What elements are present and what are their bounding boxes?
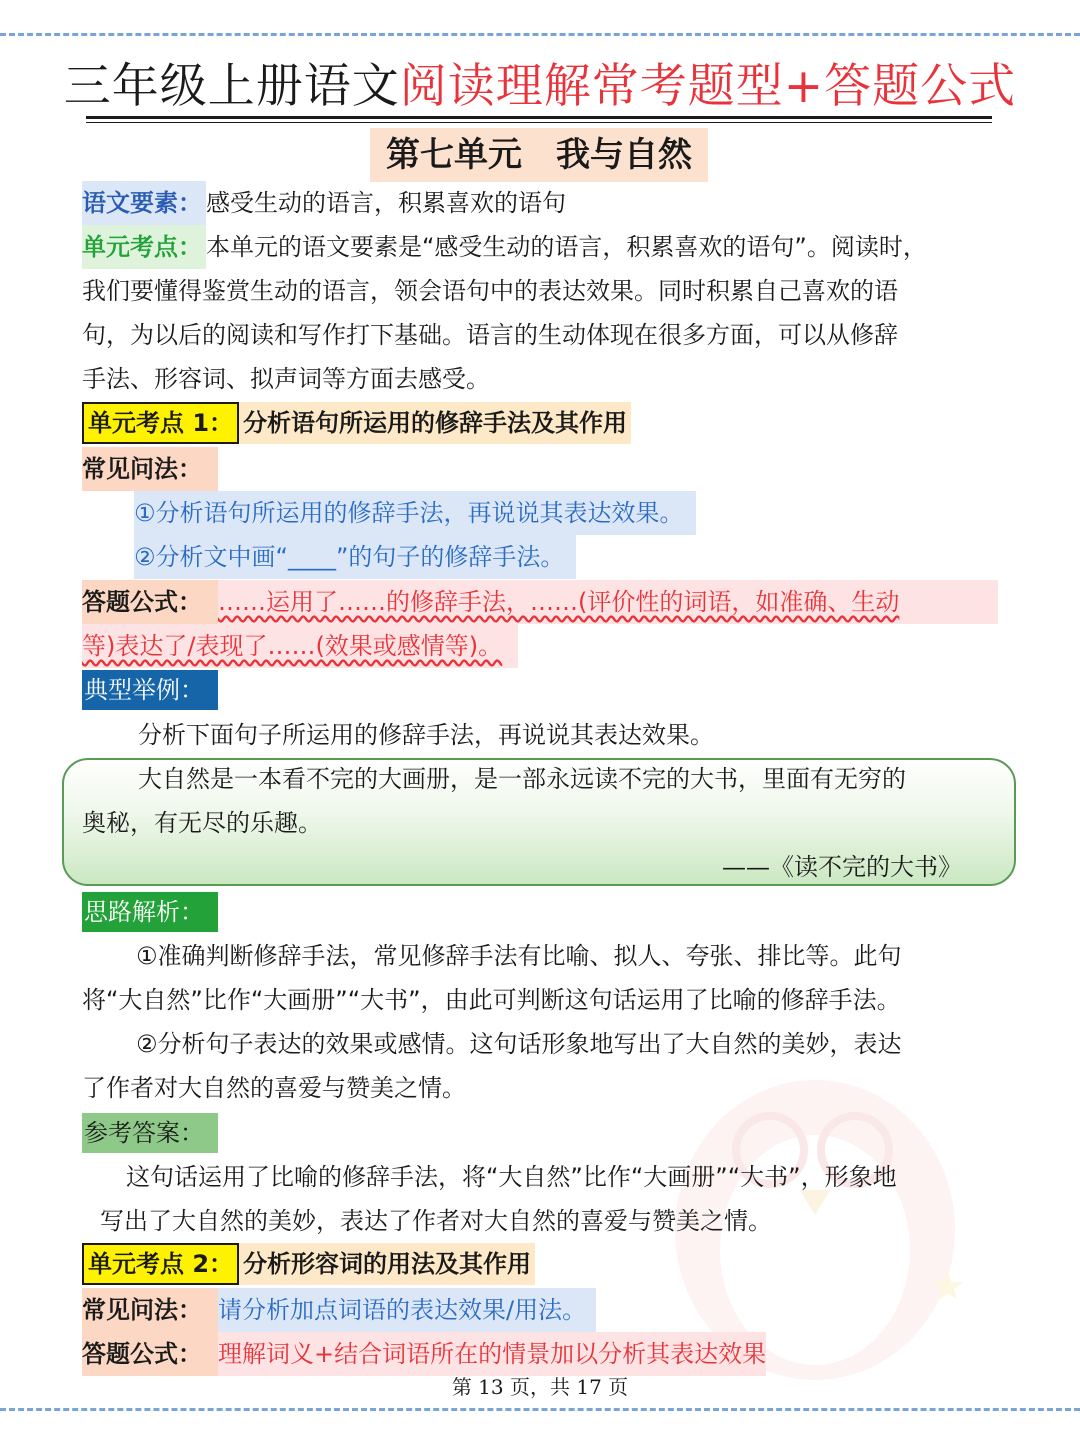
analysis-label: 思路解析： [82,892,218,932]
title-part-black: 三年级上册语文 [63,59,400,114]
unit-points-line-3: 句，为以后的阅读和写作打下基础。语言的生动体现在很多方面，可以从修辞 [82,321,898,349]
point2-ask-label: 常见问法： [82,1288,218,1332]
top-dashed-border [0,33,1080,36]
point2-header [82,1243,535,1285]
example-label: 典型举例： [82,670,218,710]
analysis-line-1: ①准确判断修辞手法，常见修辞手法有比喻、拟人、夸张、排比等。此句 [136,942,902,970]
quote-line-2: 奥秘，有无尽的乐趣。 [82,809,322,837]
example-prompt: 分析下面句子所运用的修辞手法，再说说其表达效果。 [138,721,714,749]
unit-title: 第七单元 我与自然 [370,128,708,182]
point1-ask-1-text: ①分析语句所运用的修辞手法，再说说其表达效果。 [134,491,696,535]
elements-row [82,181,566,225]
point1-formula-row-2 [82,624,518,668]
point2-ask-text: 请分析加点词语的表达效果/用法。 [218,1288,596,1332]
quote-source: ——《读不完的大书》 [722,853,962,881]
point1-title: 分析语句所运用的修辞手法及其作用 [239,402,631,444]
elements-text: 感受生动的语言，积累喜欢的语句 [206,189,566,217]
page-title [0,54,1080,120]
point1-ask-1 [134,491,696,535]
unit-points-line-4: 手法、形容词、拟声词等方面去感受。 [82,365,490,393]
point2-label: 单元考点 2： [82,1243,239,1285]
answer-line-1: 这句话运用了比喻的修辞手法，将“大自然”比作“大画册”“大书”，形象地 [126,1163,897,1191]
point1-ask-2 [134,535,576,579]
point1-formula-line-2: 等)表达了/表现了……(效果或感情等)。 [82,624,518,668]
answer-label: 参考答案： [82,1113,218,1153]
point2-title: 分析形容词的用法及其作用 [239,1243,535,1285]
analysis-line-2: 将“大自然”比作“大画册”“大书”，由此可判断这句话运用了比喻的修辞手法。 [82,986,901,1014]
point1-label: 单元考点 1： [82,402,239,444]
unit-points-line-1: 本单元的语文要素是“感受生动的语言，积累喜欢的语句”。阅读时， [206,233,927,261]
unit-points-row [82,225,927,269]
analysis-line-3: ②分析句子表达的效果或感情。这句话形象地写出了大自然的美妙，表达 [136,1030,902,1058]
title-underline-thick [86,116,992,119]
analysis-line-4: 了作者对大自然的喜爱与赞美之情。 [82,1074,466,1102]
unit-points-line-2: 我们要懂得鉴赏生动的语言，领会语句中的表达效果。同时积累自己喜欢的语 [82,277,898,305]
answer-line-2: 写出了大自然的美妙，表达了作者对大自然的喜爱与赞美之情。 [100,1207,772,1235]
point1-ask-2-text: ②分析文中画“____”的句子的修辞手法。 [134,535,576,579]
elements-label: 语文要素： [82,181,206,225]
point1-formula-line-1: ……运用了……的修辞手法，……(评价性的词语，如准确、生动 [218,580,998,624]
title-underline-thin [86,122,992,123]
unit-points-label: 单元考点： [82,225,206,269]
point2-formula-label: 答题公式： [82,1332,218,1376]
point1-ask-row [82,447,218,491]
svg-text:★: ★ [930,1264,966,1310]
point1-ask-label: 常见问法： [82,447,218,491]
bottom-dashed-border [0,1408,1080,1411]
point1-formula-label: 答题公式： [82,580,218,624]
quote-line-1: 大自然是一本看不完的大画册，是一部永远读不完的大书，里面有无穷的 [138,765,906,793]
point2-formula-text: 理解词义+结合词语所在的情景加以分析其表达效果 [218,1332,766,1376]
point2-formula-row [82,1332,766,1376]
page-number: 第 13 页，共 17 页 [451,1375,629,1399]
title-part-red: 阅读理解常考题型+答题公式 [399,59,1017,114]
point1-header [82,402,631,444]
point1-formula-row [82,580,998,624]
point2-ask-row [82,1288,596,1332]
